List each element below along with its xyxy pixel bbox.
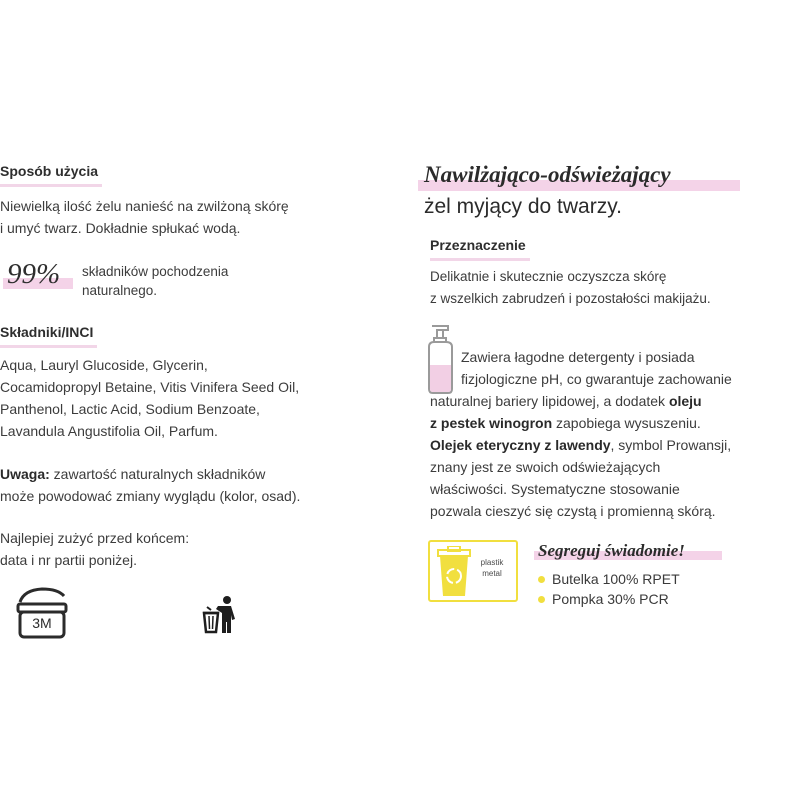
ingredients-line: Lavandula Angustifolia Oil, Parfum.: [0, 423, 218, 439]
pump-bottle-icon: [424, 323, 458, 395]
best-before-text: Najlepiej zużyć przed końcem: data i nr partii poniżej.: [0, 530, 190, 568]
pao-jar-icon: [14, 586, 70, 640]
product-subtitle: żel myjący do twarzy.: [424, 195, 622, 218]
ingredients-line: Aqua, Lauryl Glucoside, Glycerin,: [0, 357, 208, 373]
natural-percent: 99%: [7, 258, 61, 290]
bullet-dot-icon: [538, 576, 545, 583]
segregate-title-wrap: [538, 541, 685, 561]
bullet-dot-icon: [538, 596, 545, 603]
product-title: Nawilżająco-odświeżający: [424, 162, 671, 187]
ingredients-line: Cocamidopropyl Betaine, Vitis Vinifera Seed Oil,: [0, 379, 300, 395]
list-item: Butelka 100% RPET: [538, 569, 680, 589]
purpose-heading: Przeznaczenie: [430, 237, 530, 261]
tidyman-trash-icon: [201, 595, 241, 635]
ingredients-heading: Składniki/INCI: [0, 324, 97, 348]
bin-label: plastik metal: [480, 558, 504, 578]
ingredients-line: Panthenol, Lactic Acid, Sodium Benzoate,: [0, 401, 260, 417]
segregate-title: Segreguj świadomie!: [538, 541, 685, 560]
product-title-wrap: [424, 162, 671, 188]
ingredients-list: [0, 354, 299, 442]
pao-label: 3M: [32, 615, 52, 631]
usage-text: Niewielką ilość żelu nanieść na zwilżoną skórę i umyć twarz. Dokładnie spłukać wodą.: [0, 198, 289, 236]
warning-label: Uwaga:: [0, 466, 50, 482]
recycle-list: [538, 569, 680, 609]
list-item: Pompka 30% PCR: [538, 589, 680, 609]
ingredients-section: [0, 324, 97, 348]
description-body: naturalnej bariery lipidowej, a dodatek oleju z pestek winogron zapobiega wysuszeniu. Olejek eteryczny z lawendy, symbol Prowansji, znany jest ze swoich odświeżających właściwości. Systematyczne stosowanie pozwala cieszyć się czystą i promienną skórą.: [430, 393, 732, 519]
usage-section: [0, 163, 102, 187]
natural-text: składników pochodzenia naturalnego.: [82, 264, 229, 298]
warning-text: Uwaga: zawartość naturalnych składników może powodować zmiany wyglądu (kolor, osad).: [0, 466, 301, 504]
description-top: Zawiera łagodne detergenty i posiada fizjologiczne pH, co gwarantuje zachowanie: [461, 349, 732, 387]
purpose-text: Delikatnie i skutecznie oczyszcza skórę z wszelkich zabrudzeń i pozostałości makijażu.: [430, 269, 711, 306]
recycling-bin-icon: [428, 540, 518, 602]
usage-heading: Sposób użycia: [0, 163, 102, 187]
natural-percent-badge: [3, 258, 75, 292]
purpose-section: [430, 237, 530, 261]
